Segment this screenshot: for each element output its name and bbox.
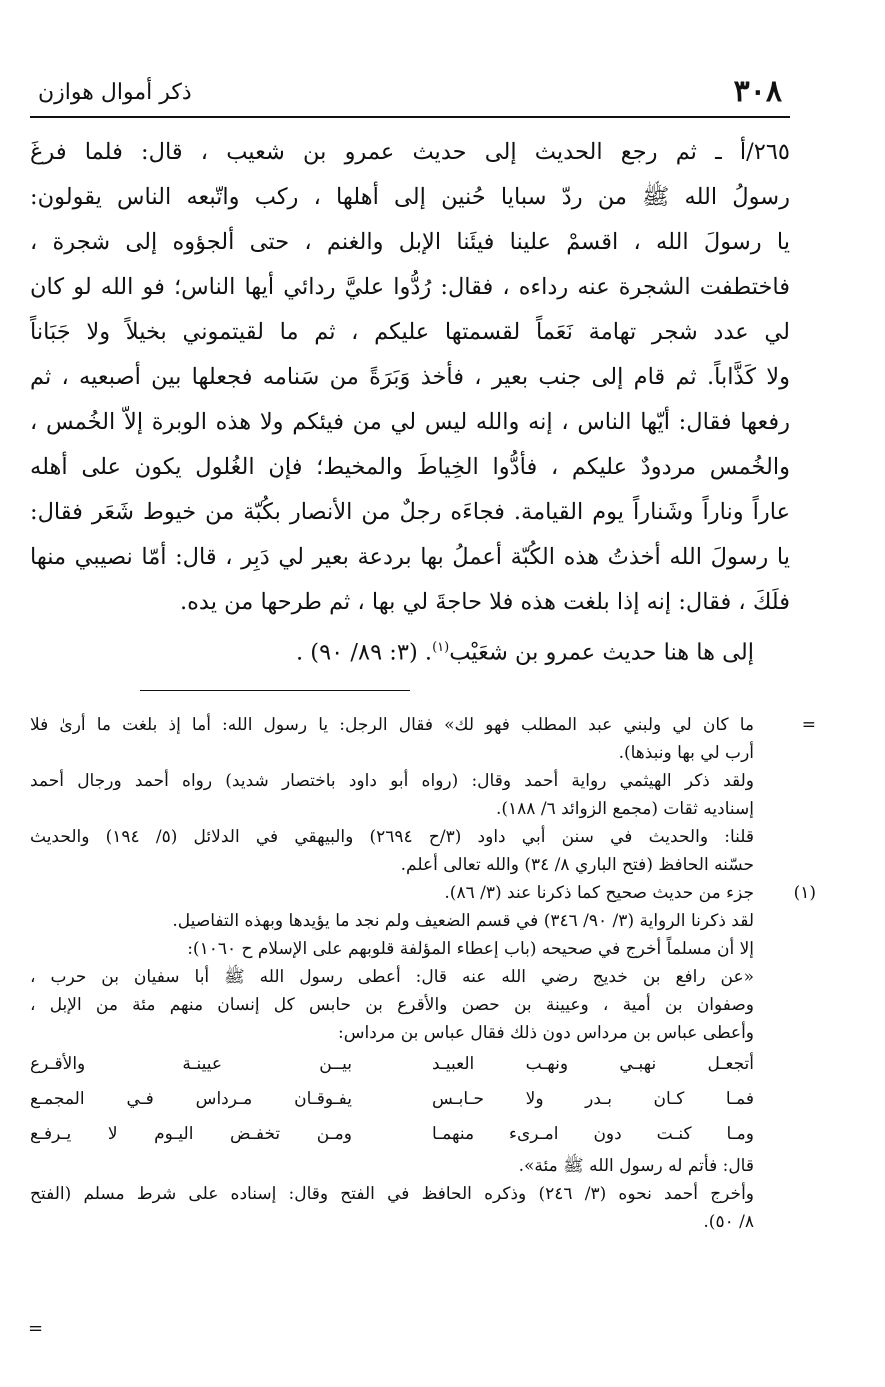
poem-hemistich-left: ومـن تخفـض اليـوم لا يـرفـع xyxy=(30,1124,352,1144)
footnote-line xyxy=(30,1152,790,1180)
footnote-text: قلنا: والحديث في سنن أبي داود (٣/ح ٢٦٩٤) والبيهقي في الدلائل (٥/ ١٩٤) والحديث xyxy=(30,827,755,847)
footnote-text: جزء من حديث صحيح كما ذكرنا عند (٣/ ٨٦). xyxy=(444,883,754,903)
body-line: لي عدد شجر تهامة نَعَماً لقسمتها عليكم ، ثم ما لقيتموني بخيلاً ولا جَبَاناً xyxy=(30,319,790,345)
footnote-text: لقد ذكرنا الرواية (٣/ ٩٠/ ٣٤٦) في قسم الضعيف ولم نجد ما يؤيدها وبهذه التفاصيل. xyxy=(172,911,754,931)
footnote-line xyxy=(30,711,816,739)
footnote-line xyxy=(30,767,790,795)
footnote-ref: (١) xyxy=(432,640,450,655)
footnote-line xyxy=(30,991,790,1019)
footnote-text: ولقد ذكر الهيثمي رواية أحمد وقال: (رواه أبو داود باختصار شديد) رواه أحمد ورجال أحمد xyxy=(30,771,754,791)
poem-hemistich-left: يفـوقـان مـرداس فـي المجمـع xyxy=(30,1089,352,1109)
footnote-text: ما كان لي ولبني عبد المطلب فهو لك» فقال الرجل: يا رسول الله: أما إذ بلغت ما أرىٰ فلا xyxy=(30,715,754,735)
footnote-line xyxy=(30,963,790,991)
footnote-line xyxy=(30,879,816,907)
continuation-end-mark: = xyxy=(28,1318,44,1339)
body-line: والخُمس مردودٌ عليكم ، فأدُّوا الخِياطَ والمخيط؛ فإن الغُلول يكون على أهله xyxy=(30,454,790,480)
body-line: فلَكَ ، فقال: إنه إذا بلغت هذه فلا حاجةَ لي بها ، ثم طرحها من يده. xyxy=(179,589,790,615)
footnote-line xyxy=(30,851,790,879)
body-line: رفعها فقال: أيّها الناس ، إنه والله ليس لي من فيئكم ولا هذه الوبرة إلاّ الخُمس ، xyxy=(30,409,790,435)
footnote-line xyxy=(30,1019,790,1047)
footnote-number: (١) xyxy=(793,883,816,903)
footnote-text: وأخرج أحمد نحوه (٣/ ٢٤٦) وذكره الحافظ في الفتح وقال: إسناده على شرط مسلم (الفتح xyxy=(30,1184,754,1204)
body-line: ٢٦٥/أ ـ ثم رجع الحديث إلى حديث عمرو بن شعيب ، قال: فلما فرغَ xyxy=(30,139,790,165)
footnote-line xyxy=(30,739,790,767)
footnotes xyxy=(30,711,816,1236)
footnote-line xyxy=(30,907,790,935)
footnote-line xyxy=(30,823,790,851)
footnote-text: حسّنه الحافظ (فتح الباري ٨/ ٣٤) والله تعالى أعلم. xyxy=(400,855,754,875)
running-title: ذكر أموال هوازن xyxy=(38,80,192,105)
closing-line xyxy=(30,625,790,670)
main-text xyxy=(30,130,790,670)
page-header xyxy=(30,70,790,118)
footnote-text: قال: فأتم له رسول الله ﷺ مئة». xyxy=(518,1156,754,1176)
closing-text: إلى ها هنا حديث عمرو بن شعَيْب xyxy=(449,639,754,666)
body-line: يا رسولَ الله أخذتُ هذه الكُبّة أعملُ بها بردعة بعير لي دَبِر ، قال: أمّا نصيبي منها xyxy=(30,544,790,570)
body-line: عاراً وناراً وشَناراً يوم القيامة. فجاءَه رجلٌ من الأنصار بكُبّة من خيوط شَعَر فقال: xyxy=(30,499,790,525)
footnote-line xyxy=(30,795,790,823)
footnote-divider xyxy=(140,690,410,691)
body-line: ولا كَذَّاباً. ثم قام إلى جنب بعير ، فأخذ وَبَرَةً من سَنامه فجعلها بين أصبعيه ، ثم xyxy=(30,364,790,390)
footnote-text: «عن رافع بن خديج رضي الله عنه قال: أعطى رسول الله ﷺ أبا سفيان بن حرب ، xyxy=(30,967,754,987)
poem-hemistich-left: بيــن عيينـة والأقـرع xyxy=(30,1054,352,1074)
page-number: ٣٠٨ xyxy=(733,74,782,109)
poem-hemistich-right: ومـا كنـت دون امـرىء منهمـا xyxy=(432,1124,754,1144)
footnote-line xyxy=(30,935,790,963)
footnote-text: ٨/ ٥٠). xyxy=(703,1212,754,1232)
body-line: رسولُ الله ﷺ من ردّ سبايا حُنين إلى أهلها ، ركب واتّبعه الناس يقولون: xyxy=(30,184,790,210)
poem-hemistich-right: فمـا كـان بـدر ولا حـابـس xyxy=(432,1089,754,1109)
footnote-line xyxy=(30,1180,790,1208)
poem-hemistich-right: أتجعـل نهبـي ونهـب العبيـد xyxy=(432,1054,754,1074)
closing-reference: . (٣: ٨٩/ ٩٠) . xyxy=(295,639,433,666)
body-line: يا رسولَ الله ، اقسمْ علينا فيئَنا الإبل والغنم ، حتى ألجؤوه إلى شجرة ، xyxy=(30,229,790,255)
body-line: فاختطفت الشجرة عنه رداءه ، فقال: رُدُّوا عليَّ ردائي أيها الناس؛ فو الله لو كان xyxy=(30,274,790,300)
footnote-text: إلا أن مسلماً أخرج في صحيحه (باب إعطاء المؤلفة قلوبهم على الإسلام ح ١٠٦٠): xyxy=(187,939,754,959)
footnote-text: وصفوان بن أمية ، وعيينة بن حصن والأقرع بن حابس كل إنسان منهم مئة من الإبل ، xyxy=(30,995,754,1015)
poem-verse xyxy=(30,1047,754,1082)
poem-verse xyxy=(30,1082,754,1117)
footnote-text: وأعطى عباس بن مرداس دون ذلك فقال عباس بن مرداس: xyxy=(338,1023,754,1043)
footnote-text: أرب لي بها ونبذها). xyxy=(618,743,754,763)
footnote-text: إسناديه ثقات (مجمع الزوائد ٦/ ١٨٨). xyxy=(495,799,754,819)
continuation-mark: = xyxy=(801,715,816,735)
footnote-line xyxy=(30,1208,790,1236)
book-page xyxy=(30,70,816,1236)
poem-verse xyxy=(30,1117,754,1152)
